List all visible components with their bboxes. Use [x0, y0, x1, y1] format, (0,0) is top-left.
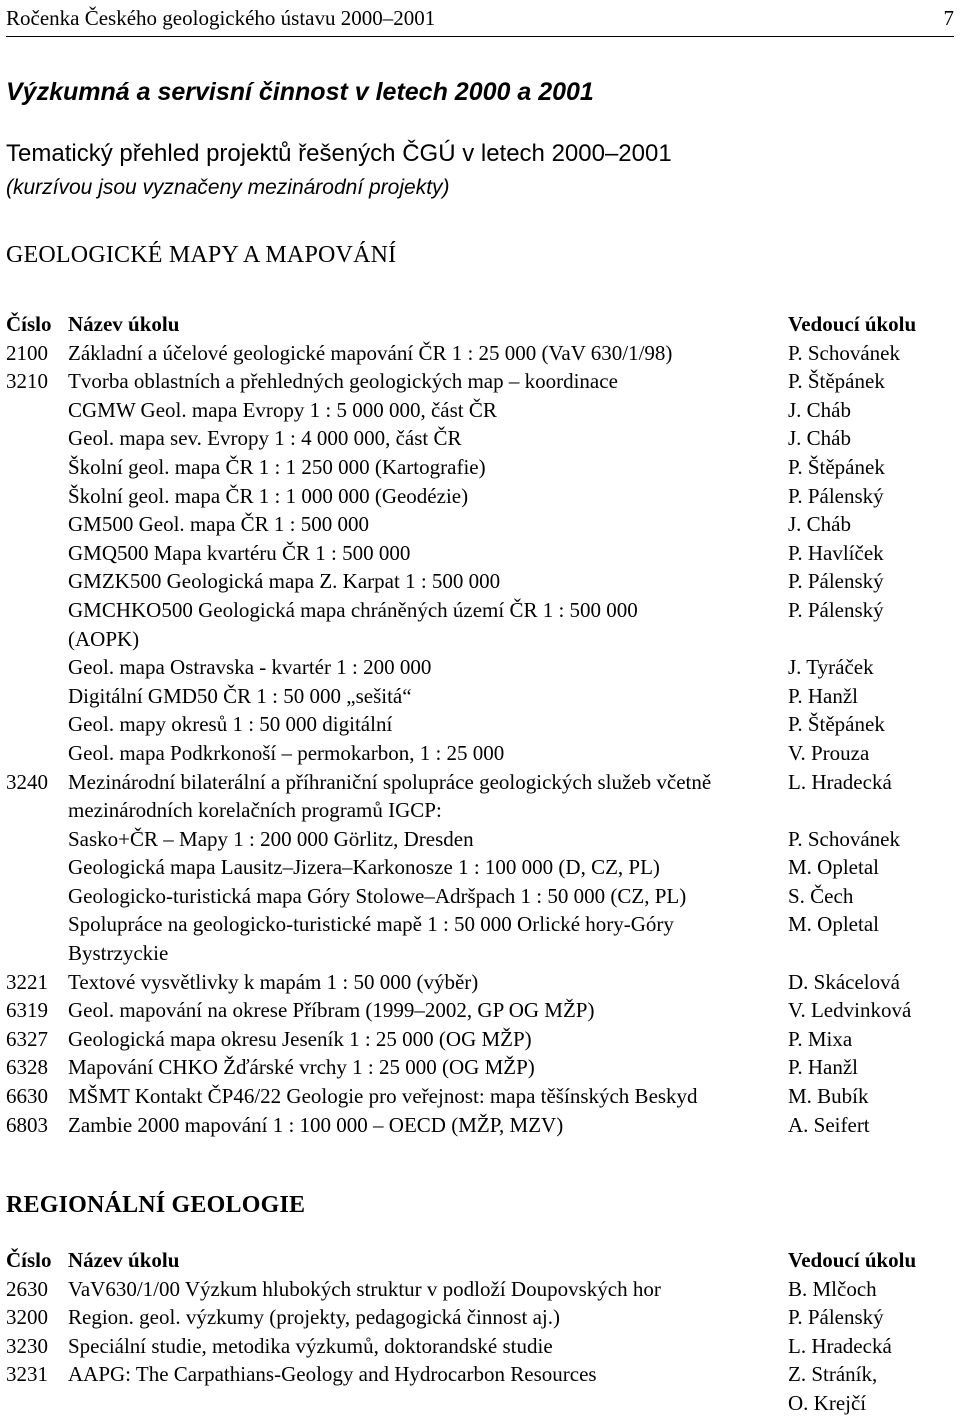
heading-note: (kurzívou jsou vyznačeny mezinárodní projekty) [6, 176, 450, 199]
project-name: VaV630/1/00 Výzkum hlubokých struktur v podloží Doupovských hor [68, 1276, 661, 1301]
table-row [6, 339, 956, 368]
project-number: 3221 [6, 969, 48, 994]
project-table-regional-geology [6, 1246, 956, 1418]
project-leader: M. Opletal [788, 912, 879, 937]
project-number [6, 939, 68, 968]
project-name: Geol. mapa Ostravska - kvartér 1 : 200 000 [68, 655, 432, 680]
project-leader: P. Pálenský [788, 1305, 884, 1330]
project-number [6, 482, 68, 511]
project-name: Spolupráce na geologicko-turistické mapě 1 : 50 000 Orlické hory-Góry [68, 912, 674, 937]
table-row [6, 596, 956, 625]
project-number: 6328 [6, 1055, 48, 1080]
project-name: Digitální GMD50 ČR 1 : 50 000 „sešitá“ [68, 683, 412, 708]
section-title-regional-geology: REGIONÁLNÍ GEOLOGIE [6, 1192, 306, 1218]
project-number [6, 539, 68, 568]
project-number [6, 453, 68, 482]
column-header-number: Číslo [6, 312, 52, 336]
table-row [6, 1025, 956, 1054]
table-row [6, 768, 956, 797]
project-leader: M. Bubík [788, 1084, 869, 1109]
project-number [6, 510, 68, 539]
table-row [6, 1111, 956, 1140]
project-number: 2100 [6, 340, 48, 365]
project-name: GMZK500 Geologická mapa Z. Karpat 1 : 500 000 [68, 569, 501, 594]
project-name: Textové vysvětlivky k mapám 1 : 50 000 (výběr) [68, 969, 479, 994]
page-number: 7 [943, 6, 954, 30]
project-leader: B. Mlčoch [788, 1276, 877, 1301]
project-leader: P. Havlíček [788, 540, 884, 565]
table-row [6, 1053, 956, 1082]
project-number [6, 653, 68, 682]
project-name: Geol. mapy okresů 1 : 50 000 digitální [68, 712, 393, 737]
project-name: Školní geol. mapa ČR 1 : 1 250 000 (Kartografie) [68, 454, 486, 479]
project-leader: S. Čech [788, 883, 854, 908]
project-leader: P. Hanžl [788, 1055, 858, 1080]
project-leader: M. Opletal [788, 855, 879, 880]
table-row [6, 653, 956, 682]
table-row [6, 1275, 956, 1304]
table-row [6, 682, 956, 711]
project-number [6, 882, 68, 911]
project-leader [788, 796, 956, 825]
project-name: mezinárodních korelačních programů IGCP: [68, 798, 442, 823]
project-number [6, 825, 68, 854]
project-leader: J. Cháb [788, 426, 851, 451]
column-header-number: Číslo [6, 1248, 52, 1272]
table-row [6, 882, 956, 911]
project-number [6, 625, 68, 654]
project-name: MŠMT Kontakt ČP46/22 Geologie pro veřejnost: mapa těšínských Beskyd [68, 1084, 698, 1109]
project-leader [788, 939, 956, 968]
table-row [6, 910, 956, 939]
table-row [6, 739, 956, 768]
table-row [6, 1303, 956, 1332]
table-header-row [6, 1246, 956, 1275]
table-row [6, 796, 956, 825]
project-name: Speciální studie, metodika výzkumů, doktorandské studie [68, 1333, 553, 1358]
project-name: Základní a účelové geologické mapování ČR 1 : 25 000 (VaV 630/1/98) [68, 340, 673, 365]
table-row [6, 1360, 956, 1417]
project-leader: A. Seifert [788, 1112, 870, 1137]
project-number [6, 682, 68, 711]
table-row [6, 482, 956, 511]
project-number: 3210 [6, 369, 48, 394]
project-leader: P. Mixa [788, 1026, 853, 1051]
project-leader: P. Štěpánek [788, 369, 885, 394]
project-leader: P. Pálenský [788, 483, 884, 508]
table-header-row [6, 310, 956, 339]
project-number: 6327 [6, 1026, 48, 1051]
project-leader [788, 625, 956, 654]
running-header [6, 0, 954, 37]
table-row [6, 1082, 956, 1111]
project-number: 6803 [6, 1112, 48, 1137]
project-name: Tvorba oblastních a přehledných geologických map – koordinace [68, 369, 618, 394]
table-row [6, 968, 956, 997]
project-leader: P. Štěpánek [788, 712, 885, 737]
project-leader: P. Pálenský [788, 597, 884, 622]
project-name: Geol. mapa sev. Evropy 1 : 4 000 000, část ČR [68, 426, 462, 451]
project-number [6, 853, 68, 882]
project-number [6, 910, 68, 939]
table-row [6, 1332, 956, 1361]
table-row [6, 367, 956, 396]
project-number: 3240 [6, 769, 48, 794]
project-leader: J. Cháb [788, 512, 851, 537]
project-number [6, 710, 68, 739]
project-leader: P. Schovánek [788, 340, 900, 365]
project-table-geologic-maps [6, 310, 956, 1139]
sub-heading: Tematický přehled projektů řešených ČGÚ v letech 2000–2001 [6, 140, 672, 167]
table-row [6, 453, 956, 482]
project-name: Sasko+ČR – Mapy 1 : 200 000 Görlitz, Dresden [68, 826, 474, 851]
table-row [6, 424, 956, 453]
project-name: Region. geol. výzkumy (projekty, pedagogická činnost aj.) [68, 1305, 561, 1330]
project-name: Geologicko-turistická mapa Góry Stolowe–Adršpach 1 : 50 000 (CZ, PL) [68, 883, 687, 908]
column-header-leader: Vedoucí úkolu [788, 312, 917, 336]
project-name: Zambie 2000 mapování 1 : 100 000 – OECD (MŽP, MZV) [68, 1112, 564, 1137]
table-row [6, 625, 956, 654]
project-name: Mezinárodní bilaterální a příhraniční spolupráce geologických služeb včetně [68, 769, 712, 794]
project-leader: P. Schovánek [788, 826, 900, 851]
project-number [6, 739, 68, 768]
table-row [6, 510, 956, 539]
project-number [6, 796, 68, 825]
project-number [6, 567, 68, 596]
project-name: GMCHKO500 Geologická mapa chráněných území ČR 1 : 500 000 [68, 597, 638, 622]
project-leader: L. Hradecká [788, 1333, 892, 1358]
project-number [6, 424, 68, 453]
table-row [6, 396, 956, 425]
running-header-title: Ročenka Českého geologického ústavu 2000–2001 [6, 6, 436, 30]
project-name: Bystrzyckie [68, 941, 169, 966]
project-number: 6319 [6, 998, 48, 1023]
project-name: AAPG: The Carpathians-Geology and Hydrocarbon Resources [68, 1362, 597, 1387]
table-row [6, 939, 956, 968]
column-header-name: Název úkolu [68, 1248, 180, 1272]
project-number: 3231 [6, 1362, 48, 1387]
table-row [6, 825, 956, 854]
project-leader: V. Prouza [788, 740, 870, 765]
project-name: Školní geol. mapa ČR 1 : 1 000 000 (Geodézie) [68, 483, 469, 508]
section-title-geologic-maps: GEOLOGICKÉ MAPY A MAPOVÁNÍ [6, 242, 397, 268]
project-number: 2630 [6, 1276, 48, 1301]
project-name: Geologická mapa Lausitz–Jizera–Karkonosze 1 : 100 000 (D, CZ, PL) [68, 855, 660, 880]
table-row [6, 996, 956, 1025]
project-leader: P. Pálenský [788, 569, 884, 594]
project-leader: J. Cháb [788, 397, 851, 422]
project-leader: J. Tyráček [788, 655, 874, 680]
table-row [6, 567, 956, 596]
table-row [6, 539, 956, 568]
project-number: 3230 [6, 1333, 48, 1358]
project-leader: D. Skácelová [788, 969, 900, 994]
project-name: (AOPK) [68, 626, 140, 651]
project-name: Geol. mapa Podkrkonoší – permokarbon, 1 : 25 000 [68, 740, 505, 765]
project-number [6, 396, 68, 425]
project-number [6, 596, 68, 625]
main-heading: Výzkumná a servisní činnost v letech 2000 a 2001 [6, 78, 594, 106]
project-name: Geologická mapa okresu Jeseník 1 : 25 000 (OG MŽP) [68, 1026, 532, 1051]
table-row [6, 853, 956, 882]
project-leader: V. Ledvinková [788, 998, 912, 1023]
project-number: 3200 [6, 1305, 48, 1330]
project-name: GM500 Geol. mapa ČR 1 : 500 000 [68, 512, 369, 537]
project-name: Mapování CHKO Žďárské vrchy 1 : 25 000 (OG MŽP) [68, 1055, 535, 1080]
project-leader: P. Štěpánek [788, 454, 885, 479]
project-leader: P. Hanžl [788, 683, 858, 708]
project-number: 6630 [6, 1084, 48, 1109]
column-header-name: Název úkolu [68, 312, 180, 336]
project-name: GMQ500 Mapa kvartéru ČR 1 : 500 000 [68, 540, 411, 565]
column-header-leader: Vedoucí úkolu [788, 1248, 917, 1272]
project-leader: Z. Stráník, O. Krejčí [788, 1362, 878, 1415]
table-row [6, 710, 956, 739]
project-leader: L. Hradecká [788, 769, 892, 794]
project-name: Geol. mapování na okrese Příbram (1999–2002, GP OG MŽP) [68, 998, 595, 1023]
project-name: CGMW Geol. mapa Evropy 1 : 5 000 000, část ČR [68, 397, 497, 422]
